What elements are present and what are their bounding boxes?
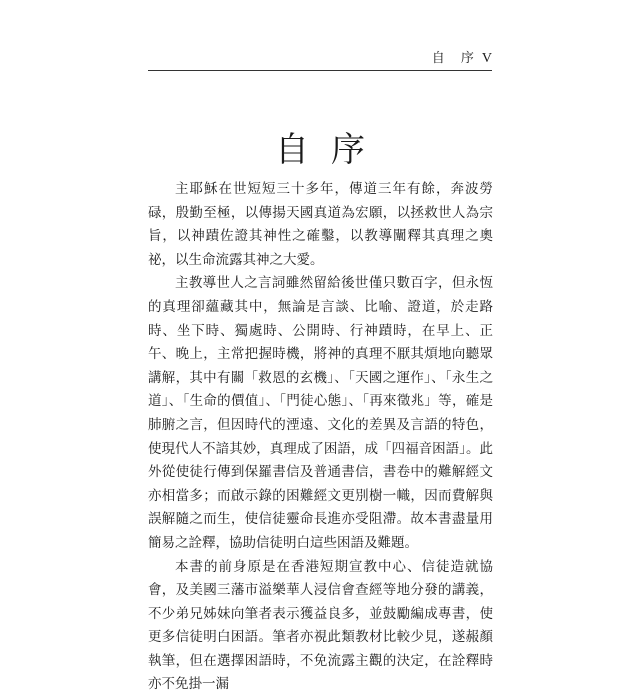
paragraph: 本書的前身原是在香港短期宣教中心、信徒造就協會，及美國三藩市溢樂華人浸信會查經等地分發的講義，不少弟兄姊妹向筆者表示獲益良多，並鼓勵編成專書，使更多信徒明白困語。筆者亦視此類教材比較少見，遂赧顏執筆，但在選擇困語時，不免流露主觀的決定，在詮釋時亦不免掛一漏 bbox=[148, 556, 493, 697]
page-number: V bbox=[482, 51, 492, 67]
body-text bbox=[148, 178, 493, 697]
header-rule bbox=[148, 70, 492, 71]
chapter-title: 自序 bbox=[0, 122, 640, 171]
running-head bbox=[432, 47, 492, 67]
paragraph: 主耶穌在世短短三十多年，傳道三年有餘，奔波勞碌，殷勤至極，以傳揚天國真道為宏願，以拯救世人為宗旨，以神蹟佐證其神性之確鑿，以教導闡釋其真理之奧祕，以生命流露其神之大愛。 bbox=[148, 178, 493, 272]
paragraph: 主教導世人之言詞雖然留給後世僅只數百字，但永恆的真理卻蘊藏其中，無論是言談、比喻、證道，於走路時、坐下時、獨處時、公開時、行神蹟時，在早上、正午、晚上，主常把握時機，將神的真理不厭其煩地向聽眾講解，其中有關「救恩的玄機」、「天國之運作」、「永生之道」、「生命的價值」、「門徒心態」、「再來徵兆」等，確是肺腑之言，但因時代的湮遠、文化的差異及言語的特色，使現代人不諳其妙，真理成了困語，成「四福音困語」。此外從使徒行傳到保羅書信及普通書信，書卷中的難解經文亦相當多；而啟示錄的困難經文更別樹一幟，因而費解與誤解隨之而生，使信徒靈命長進亦受阻滯。故本書盡量用簡易之詮釋，協助信徒明白這些困語及難題。 bbox=[148, 272, 493, 555]
running-head-title: 自 序 bbox=[432, 47, 480, 66]
